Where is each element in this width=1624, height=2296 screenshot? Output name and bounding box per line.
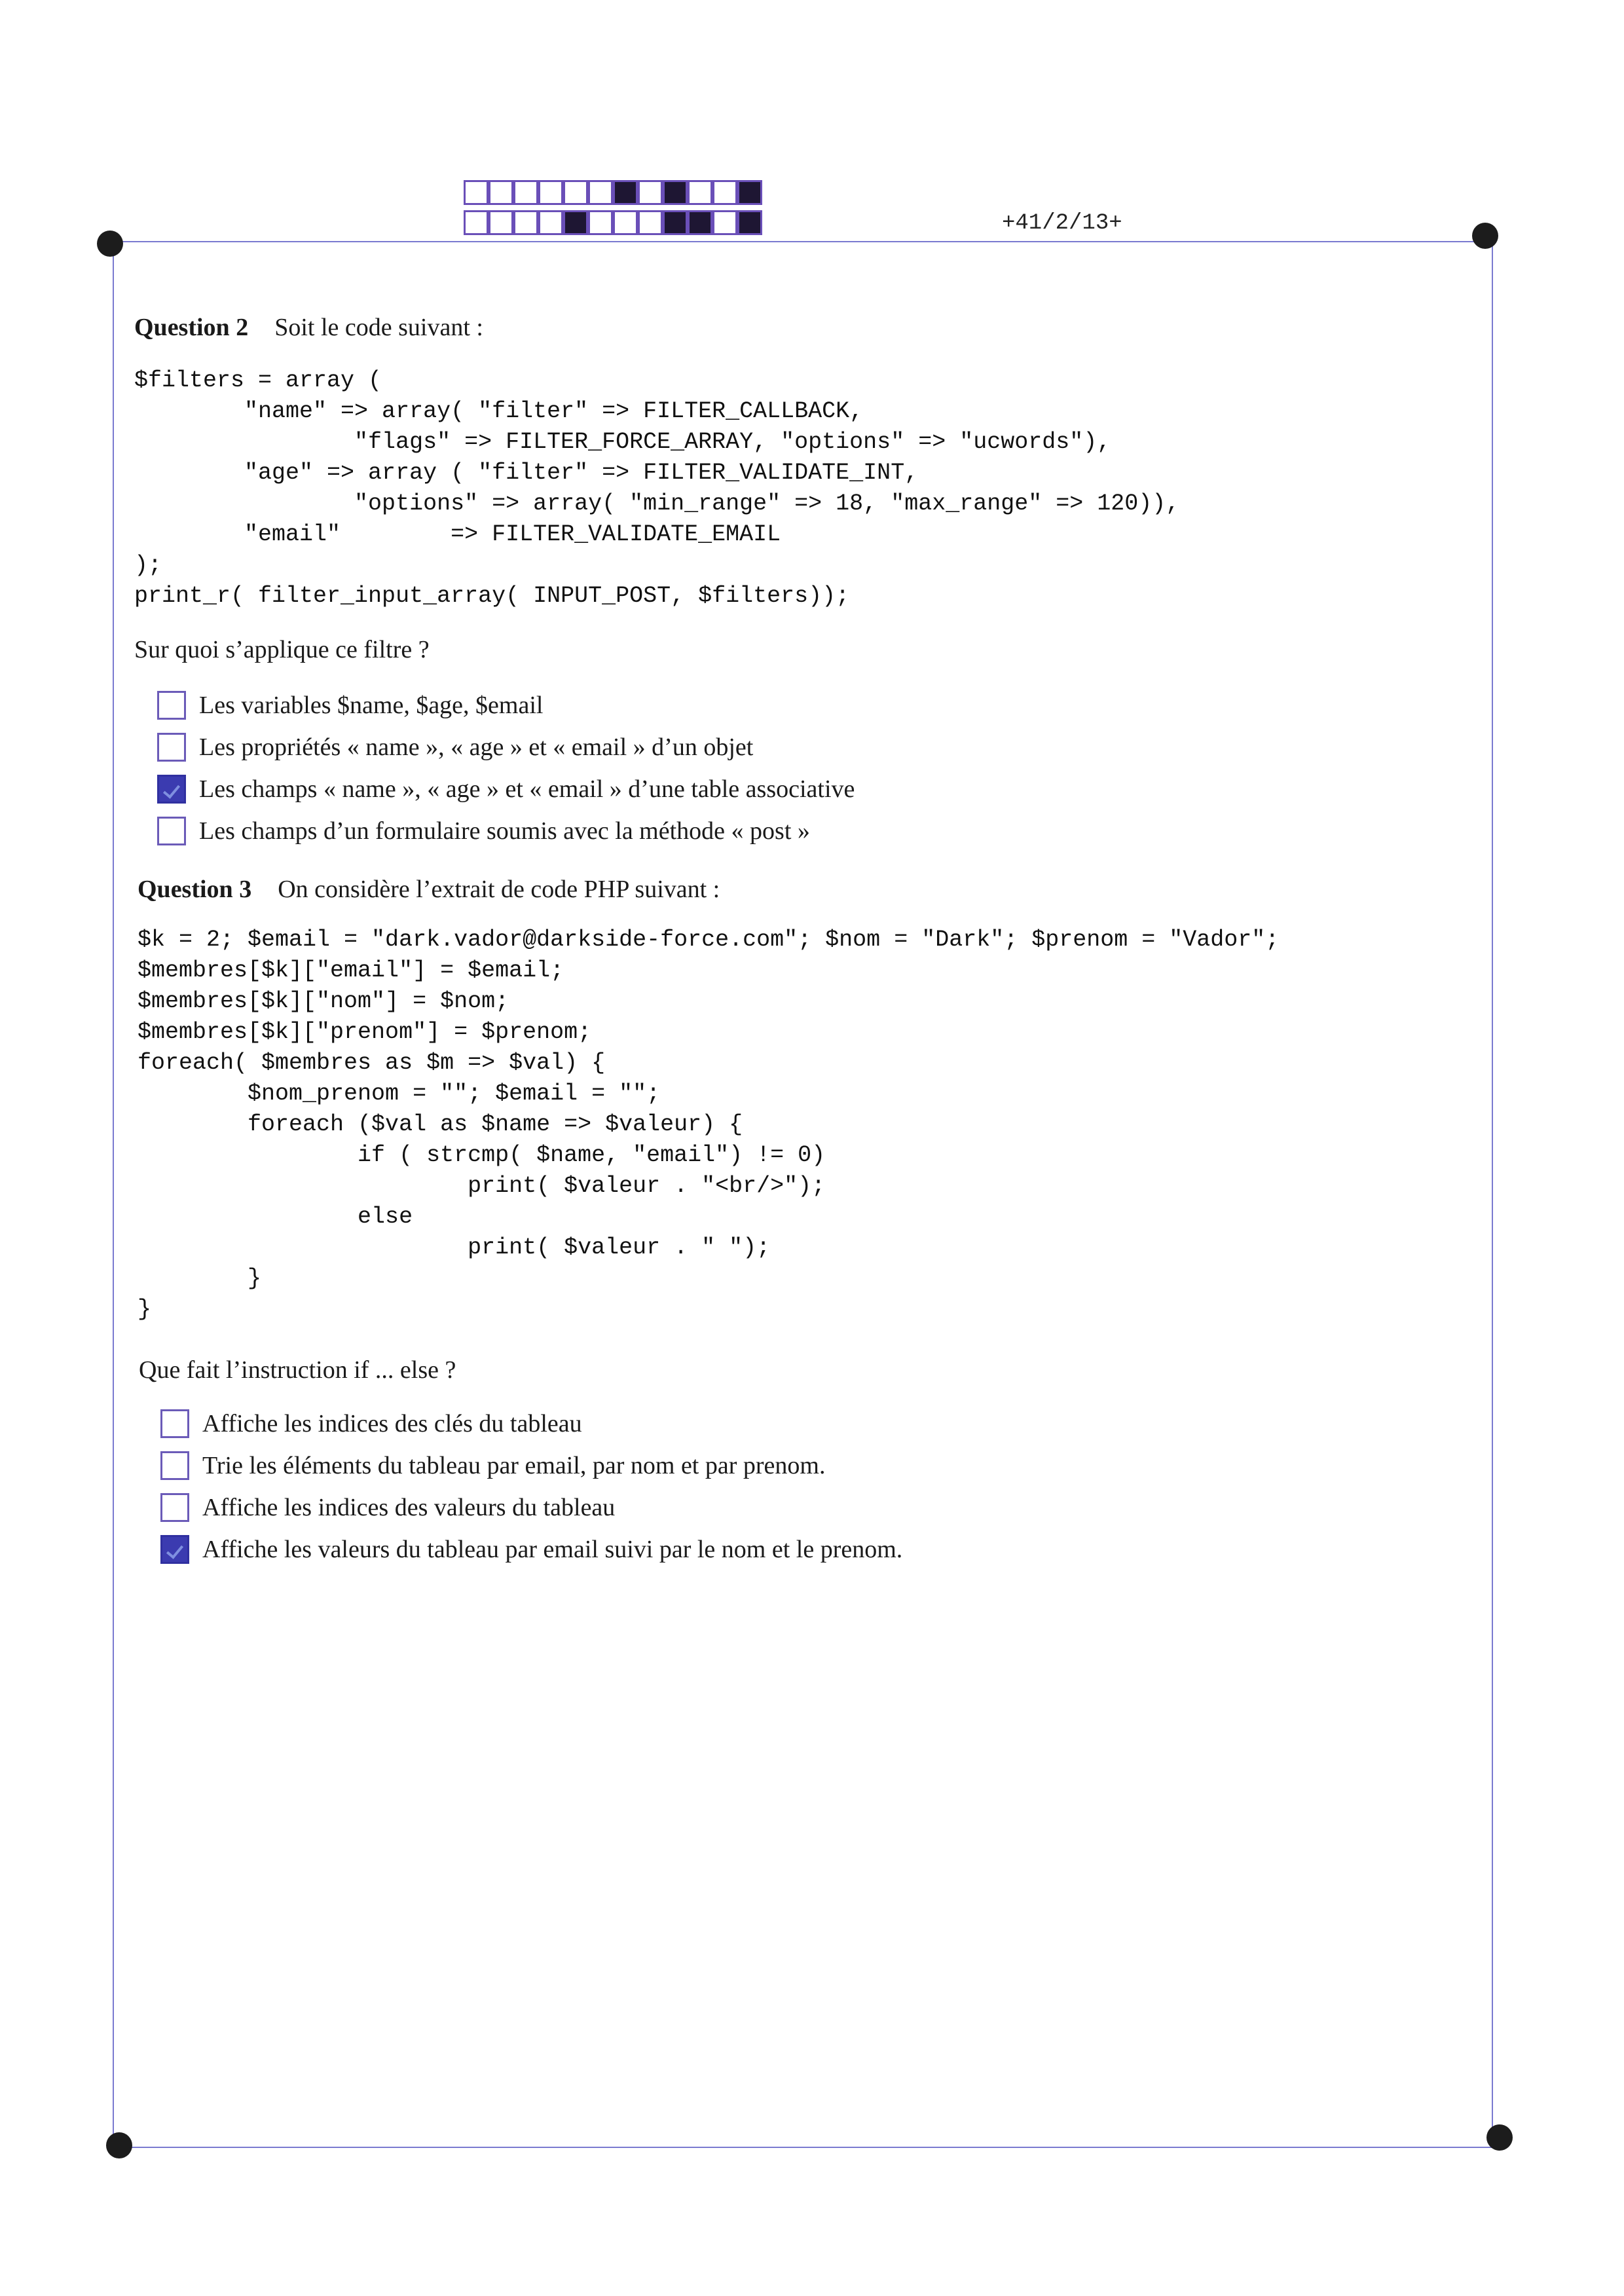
id-cell <box>464 210 489 235</box>
question-2-number: Question 2 <box>134 314 249 341</box>
q3-answer-3[interactable] <box>160 1487 902 1528</box>
q3-answer-3-checkbox[interactable] <box>160 1493 189 1522</box>
question-3-intro: On considère l’extrait de code PHP suivant : <box>278 876 720 903</box>
corner-mark-top-right <box>1472 223 1498 249</box>
corner-mark-bottom-right <box>1486 2124 1513 2151</box>
id-cell <box>613 180 638 205</box>
question-3-heading <box>138 875 720 904</box>
q2-answer-3-label: Les champs « name », « age » et « email » d’une table associative <box>199 775 855 803</box>
id-cell <box>489 210 513 235</box>
id-row-2 <box>464 210 762 235</box>
q3-answer-4-checkbox[interactable] <box>160 1535 189 1564</box>
id-cell <box>737 180 762 205</box>
q3-answer-4[interactable] <box>160 1528 902 1570</box>
id-cell <box>588 180 613 205</box>
id-cell <box>712 180 737 205</box>
q3-answer-1-checkbox[interactable] <box>160 1409 189 1438</box>
id-cell <box>588 210 613 235</box>
q2-answer-2[interactable] <box>157 726 855 768</box>
id-cell <box>513 210 538 235</box>
question-3-number: Question 3 <box>138 876 252 903</box>
question-3-answers <box>160 1403 902 1570</box>
question-2-heading <box>134 313 483 342</box>
id-cell <box>538 180 563 205</box>
id-cell <box>613 210 638 235</box>
id-cell <box>464 180 489 205</box>
id-cell <box>737 210 762 235</box>
corner-mark-top-left <box>97 231 123 257</box>
q2-answer-3[interactable] <box>157 768 855 810</box>
q2-answer-4-checkbox[interactable] <box>157 817 186 845</box>
q3-answer-2-label: Trie les éléments du tableau par email, par nom et par prenom. <box>202 1452 826 1479</box>
q2-answer-1-label: Les variables $name, $age, $email <box>199 692 544 719</box>
q3-answer-2-checkbox[interactable] <box>160 1451 189 1480</box>
q2-answer-4[interactable] <box>157 810 855 852</box>
corner-mark-bottom-left <box>106 2132 132 2158</box>
id-cell <box>538 210 563 235</box>
page-code: +41/2/13+ <box>1002 211 1122 236</box>
id-cell <box>688 210 712 235</box>
id-cell <box>489 180 513 205</box>
student-id-grid <box>464 180 762 240</box>
question-2-code: $filters = array ( "name" => array( "filter" => FILTER_CALLBACK, "flags" => FILTER_FORCE_ARRAY, "options" => "ucwords"), "age" => array ( "filter" => FILTER_VALIDATE_INT, "options" => array( "min_range" => 18, "max_range" => 120)), "email" => FILTER_VALIDATE_EMAIL ); print_r( filter_input_array( INPUT_POST, $filters)); <box>134 367 1180 609</box>
id-cell <box>688 180 712 205</box>
question-3-code: $k = 2; $email = "dark.vador@darkside-force.com"; $nom = "Dark"; $prenom = "Vador"; $membres[$k]["email"] = $email; $membres[$k]["nom"] = $nom; $membres[$k]["prenom"] = $prenom; foreach( $membres as $m => $val) { $nom_prenom = ""; $email = ""; foreach ($val as $name => $valeur) { if ( strcmp( $name, "email") != 0) print( $valeur . "<br/>"); else print( $valeur . " "); } } <box>138 927 1280 1322</box>
q2-answer-4-label: Les champs d’un formulaire soumis avec la méthode « post » <box>199 817 810 845</box>
id-cell <box>712 210 737 235</box>
q3-answer-4-label: Affiche les valeurs du tableau par email suivi par le nom et le prenom. <box>202 1536 903 1563</box>
q2-answer-3-checkbox[interactable] <box>157 775 186 804</box>
id-cell <box>663 210 688 235</box>
q3-answer-2[interactable] <box>160 1445 902 1487</box>
id-cell <box>638 210 663 235</box>
id-cell <box>563 180 588 205</box>
q3-answer-3-label: Affiche les indices des valeurs du tableau <box>202 1494 616 1521</box>
id-cell <box>638 180 663 205</box>
q3-answer-1-label: Affiche les indices des clés du tableau <box>202 1410 582 1437</box>
question-2-prompt: Sur quoi s’applique ce filtre ? <box>134 636 430 663</box>
question-2-answers <box>157 684 855 852</box>
q3-answer-1[interactable] <box>160 1403 902 1445</box>
id-cell <box>563 210 588 235</box>
id-row-1 <box>464 180 762 205</box>
id-cell <box>663 180 688 205</box>
question-2-intro: Soit le code suivant : <box>274 314 483 341</box>
question-3-prompt: Que fait l’instruction if ... else ? <box>139 1356 456 1384</box>
id-cell <box>513 180 538 205</box>
q2-answer-2-label: Les propriétés « name », « age » et « email » d’un objet <box>199 733 754 761</box>
q2-answer-2-checkbox[interactable] <box>157 733 186 762</box>
q2-answer-1-checkbox[interactable] <box>157 691 186 720</box>
q2-answer-1[interactable] <box>157 684 855 726</box>
